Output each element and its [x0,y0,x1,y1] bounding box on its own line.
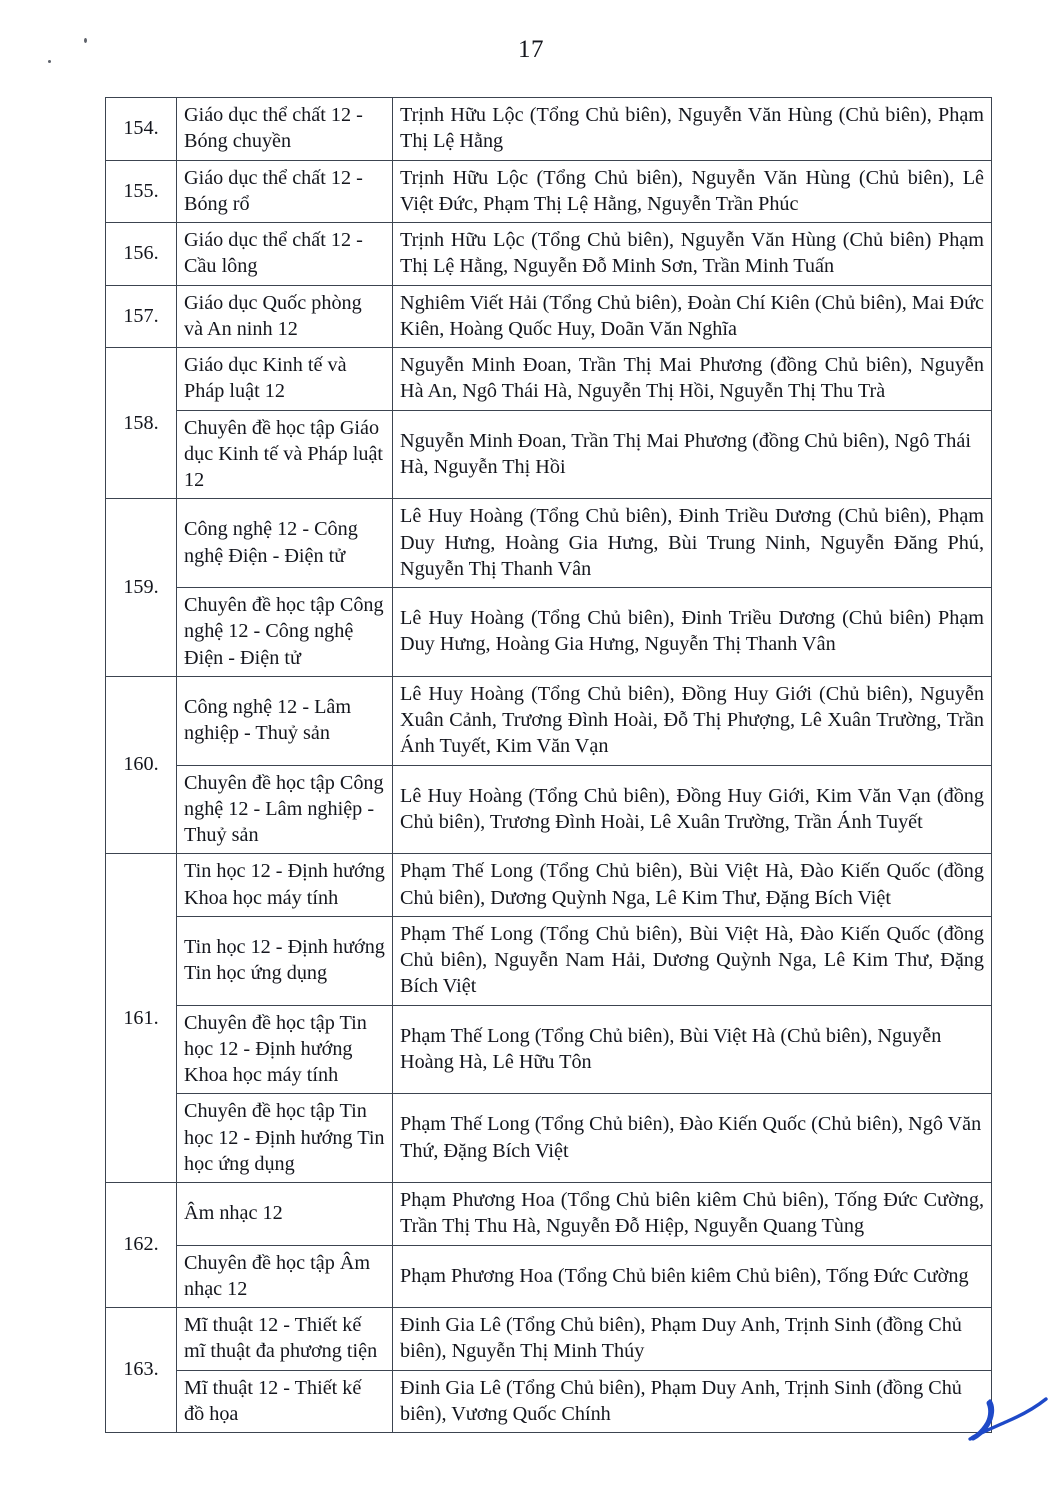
authors-cell: Lê Huy Hoàng (Tổng Chủ biên), Đinh Triều Dương (Chủ biên) Phạm Duy Hưng, Hoàng Gia Hưng, Nguyễn Thị Thanh Vân [393,588,992,677]
authors-cell: Phạm Phương Hoa (Tổng Chủ biên kiêm Chủ biên), Tống Đức Cường [393,1245,992,1308]
textbook-list-table [105,97,992,1433]
table-row [106,223,992,286]
book-title-cell: Chuyên đề học tập Tin học 12 - Định hướng Tin học ứng dụng [177,1094,393,1183]
authors-cell: Nguyễn Minh Đoan, Trần Thị Mai Phương (đồng Chủ biên), Ngô Thái Hà, Nguyễn Thị Hồi [393,410,992,499]
table-row [106,765,992,854]
authors-cell: Phạm Thế Long (Tổng Chủ biên), Bùi Việt Hà (Chủ biên), Nguyễn Hoàng Hà, Lê Hữu Tôn [393,1005,992,1094]
book-title-cell: Mĩ thuật 12 - Thiết kế đồ họa [177,1370,393,1433]
table-row [106,410,992,499]
table-row [106,160,992,223]
table-row [106,1245,992,1308]
authors-cell: Trịnh Hữu Lộc (Tổng Chủ biên), Nguyễn Văn Hùng (Chủ biên), Phạm Thị Lệ Hằng [393,98,992,161]
table-row [106,854,992,917]
page-number: 17 [518,36,544,63]
book-title-cell: Giáo dục Quốc phòng và An ninh 12 [177,285,393,348]
book-title-cell: Tin học 12 - Định hướng Tin học ứng dụng [177,916,393,1005]
book-title-cell: Công nghệ 12 - Lâm nghiệp - Thuỷ sản [177,676,393,765]
authors-cell: Phạm Thế Long (Tổng Chủ biên), Bùi Việt Hà, Đào Kiến Quốc (đồng Chủ biên), Dương Quỳnh Nga, Lê Kim Thư, Đặng Bích Việt [393,854,992,917]
row-number-cell: 155. [106,160,177,223]
authors-cell: Nguyễn Minh Đoan, Trần Thị Mai Phương (đồng Chủ biên), Nguyễn Hà An, Ngô Thái Hà, Nguyễn Thị Hồi, Nguyễn Thị Thu Trà [393,348,992,411]
table-row [106,1005,992,1094]
authors-cell: Lê Huy Hoàng (Tổng Chủ biên), Đinh Triều Dương (Chủ biên), Phạm Duy Hưng, Hoàng Gia Hưng, Bùi Trung Ninh, Nguyễn Đăng Phú, Nguyễn Thị Thanh Vân [393,499,992,588]
book-title-cell: Tin học 12 - Định hướng Khoa học máy tính [177,854,393,917]
authors-cell: Phạm Thế Long (Tổng Chủ biên), Đào Kiến Quốc (Chủ biên), Ngô Văn Thứ, Đặng Bích Việt [393,1094,992,1183]
row-number-cell: 162. [106,1183,177,1308]
row-number-cell: 158. [106,348,177,499]
row-number-cell: 161. [106,854,177,1183]
book-title-cell: Chuyên đề học tập Công nghệ 12 - Công nghệ Điện - Điện tử [177,588,393,677]
table-row [106,1308,992,1371]
textbook-list-table-container [105,97,991,1433]
book-title-cell: Chuyên đề học tập Âm nhạc 12 [177,1245,393,1308]
row-number-cell: 163. [106,1308,177,1433]
row-number-cell: 159. [106,499,177,677]
table-row [106,98,992,161]
book-title-cell: Chuyên đề học tập Công nghệ 12 - Lâm nghiệp - Thuỷ sản [177,765,393,854]
table-row [106,588,992,677]
table-row [106,1094,992,1183]
row-number-cell: 157. [106,285,177,348]
table-row [106,916,992,1005]
authors-cell: Phạm Phương Hoa (Tổng Chủ biên kiêm Chủ biên), Tống Đức Cường, Trần Thị Thu Hà, Nguyễn Đỗ Hiệp, Nguyễn Quang Tùng [393,1183,992,1246]
book-title-cell: Chuyên đề học tập Giáo dục Kinh tế và Pháp luật 12 [177,410,393,499]
row-number-cell: 154. [106,98,177,161]
table-row [106,348,992,411]
authors-cell: Đinh Gia Lê (Tổng Chủ biên), Phạm Duy Anh, Trịnh Sinh (đồng Chủ biên), Vương Quốc Chính [393,1370,992,1433]
authors-cell: Lê Huy Hoàng (Tổng Chủ biên), Đồng Huy Giới, Kim Văn Vạn (đồng Chủ biên), Trương Đình Hoài, Lê Xuân Trường, Trần Ánh Tuyết [393,765,992,854]
authors-cell: Đinh Gia Lê (Tổng Chủ biên), Phạm Duy Anh, Trịnh Sinh (đồng Chủ biên), Nguyễn Thị Minh Thúy [393,1308,992,1371]
table-row [106,499,992,588]
authors-cell: Lê Huy Hoàng (Tổng Chủ biên), Đồng Huy Giới (Chủ biên), Nguyễn Xuân Cảnh, Trương Đình Hoài, Đỗ Thị Phượng, Lê Xuân Trường, Trần Ánh Tuyết, Kim Văn Vạn [393,676,992,765]
book-title-cell: Giáo dục thể chất 12 - Cầu lông [177,223,393,286]
row-number-cell: 156. [106,223,177,286]
authors-cell: Trịnh Hữu Lộc (Tổng Chủ biên), Nguyễn Văn Hùng (Chủ biên), Lê Việt Đức, Phạm Thị Lệ Hằng, Nguyễn Trần Phúc [393,160,992,223]
authors-cell: Trịnh Hữu Lộc (Tổng Chủ biên), Nguyễn Văn Hùng (Chủ biên) Phạm Thị Lệ Hằng, Nguyễn Đỗ Minh Sơn, Trần Minh Tuấn [393,223,992,286]
table-row [106,285,992,348]
row-number-cell: 160. [106,676,177,854]
book-title-cell: Giáo dục Kinh tế và Pháp luật 12 [177,348,393,411]
table-body [106,98,992,1433]
authors-cell: Phạm Thế Long (Tổng Chủ biên), Bùi Việt Hà, Đào Kiến Quốc (đồng Chủ biên), Nguyễn Nam Hải, Dương Quỳnh Nga, Lê Kim Thư, Đặng Bích Việt [393,916,992,1005]
authors-cell: Nghiêm Viết Hải (Tổng Chủ biên), Đoàn Chí Kiên (Chủ biên), Mai Đức Kiên, Hoàng Quốc Huy, Doãn Văn Nghĩa [393,285,992,348]
book-title-cell: Giáo dục thể chất 12 - Bóng rổ [177,160,393,223]
book-title-cell: Âm nhạc 12 [177,1183,393,1246]
book-title-cell: Mĩ thuật 12 - Thiết kế mĩ thuật đa phương tiện [177,1308,393,1371]
book-title-cell: Công nghệ 12 - Công nghệ Điện - Điện tử [177,499,393,588]
table-row [106,1183,992,1246]
table-row [106,1370,992,1433]
table-row [106,676,992,765]
book-title-cell: Chuyên đề học tập Tin học 12 - Định hướng Khoa học máy tính [177,1005,393,1094]
book-title-cell: Giáo dục thể chất 12 - Bóng chuyền [177,98,393,161]
